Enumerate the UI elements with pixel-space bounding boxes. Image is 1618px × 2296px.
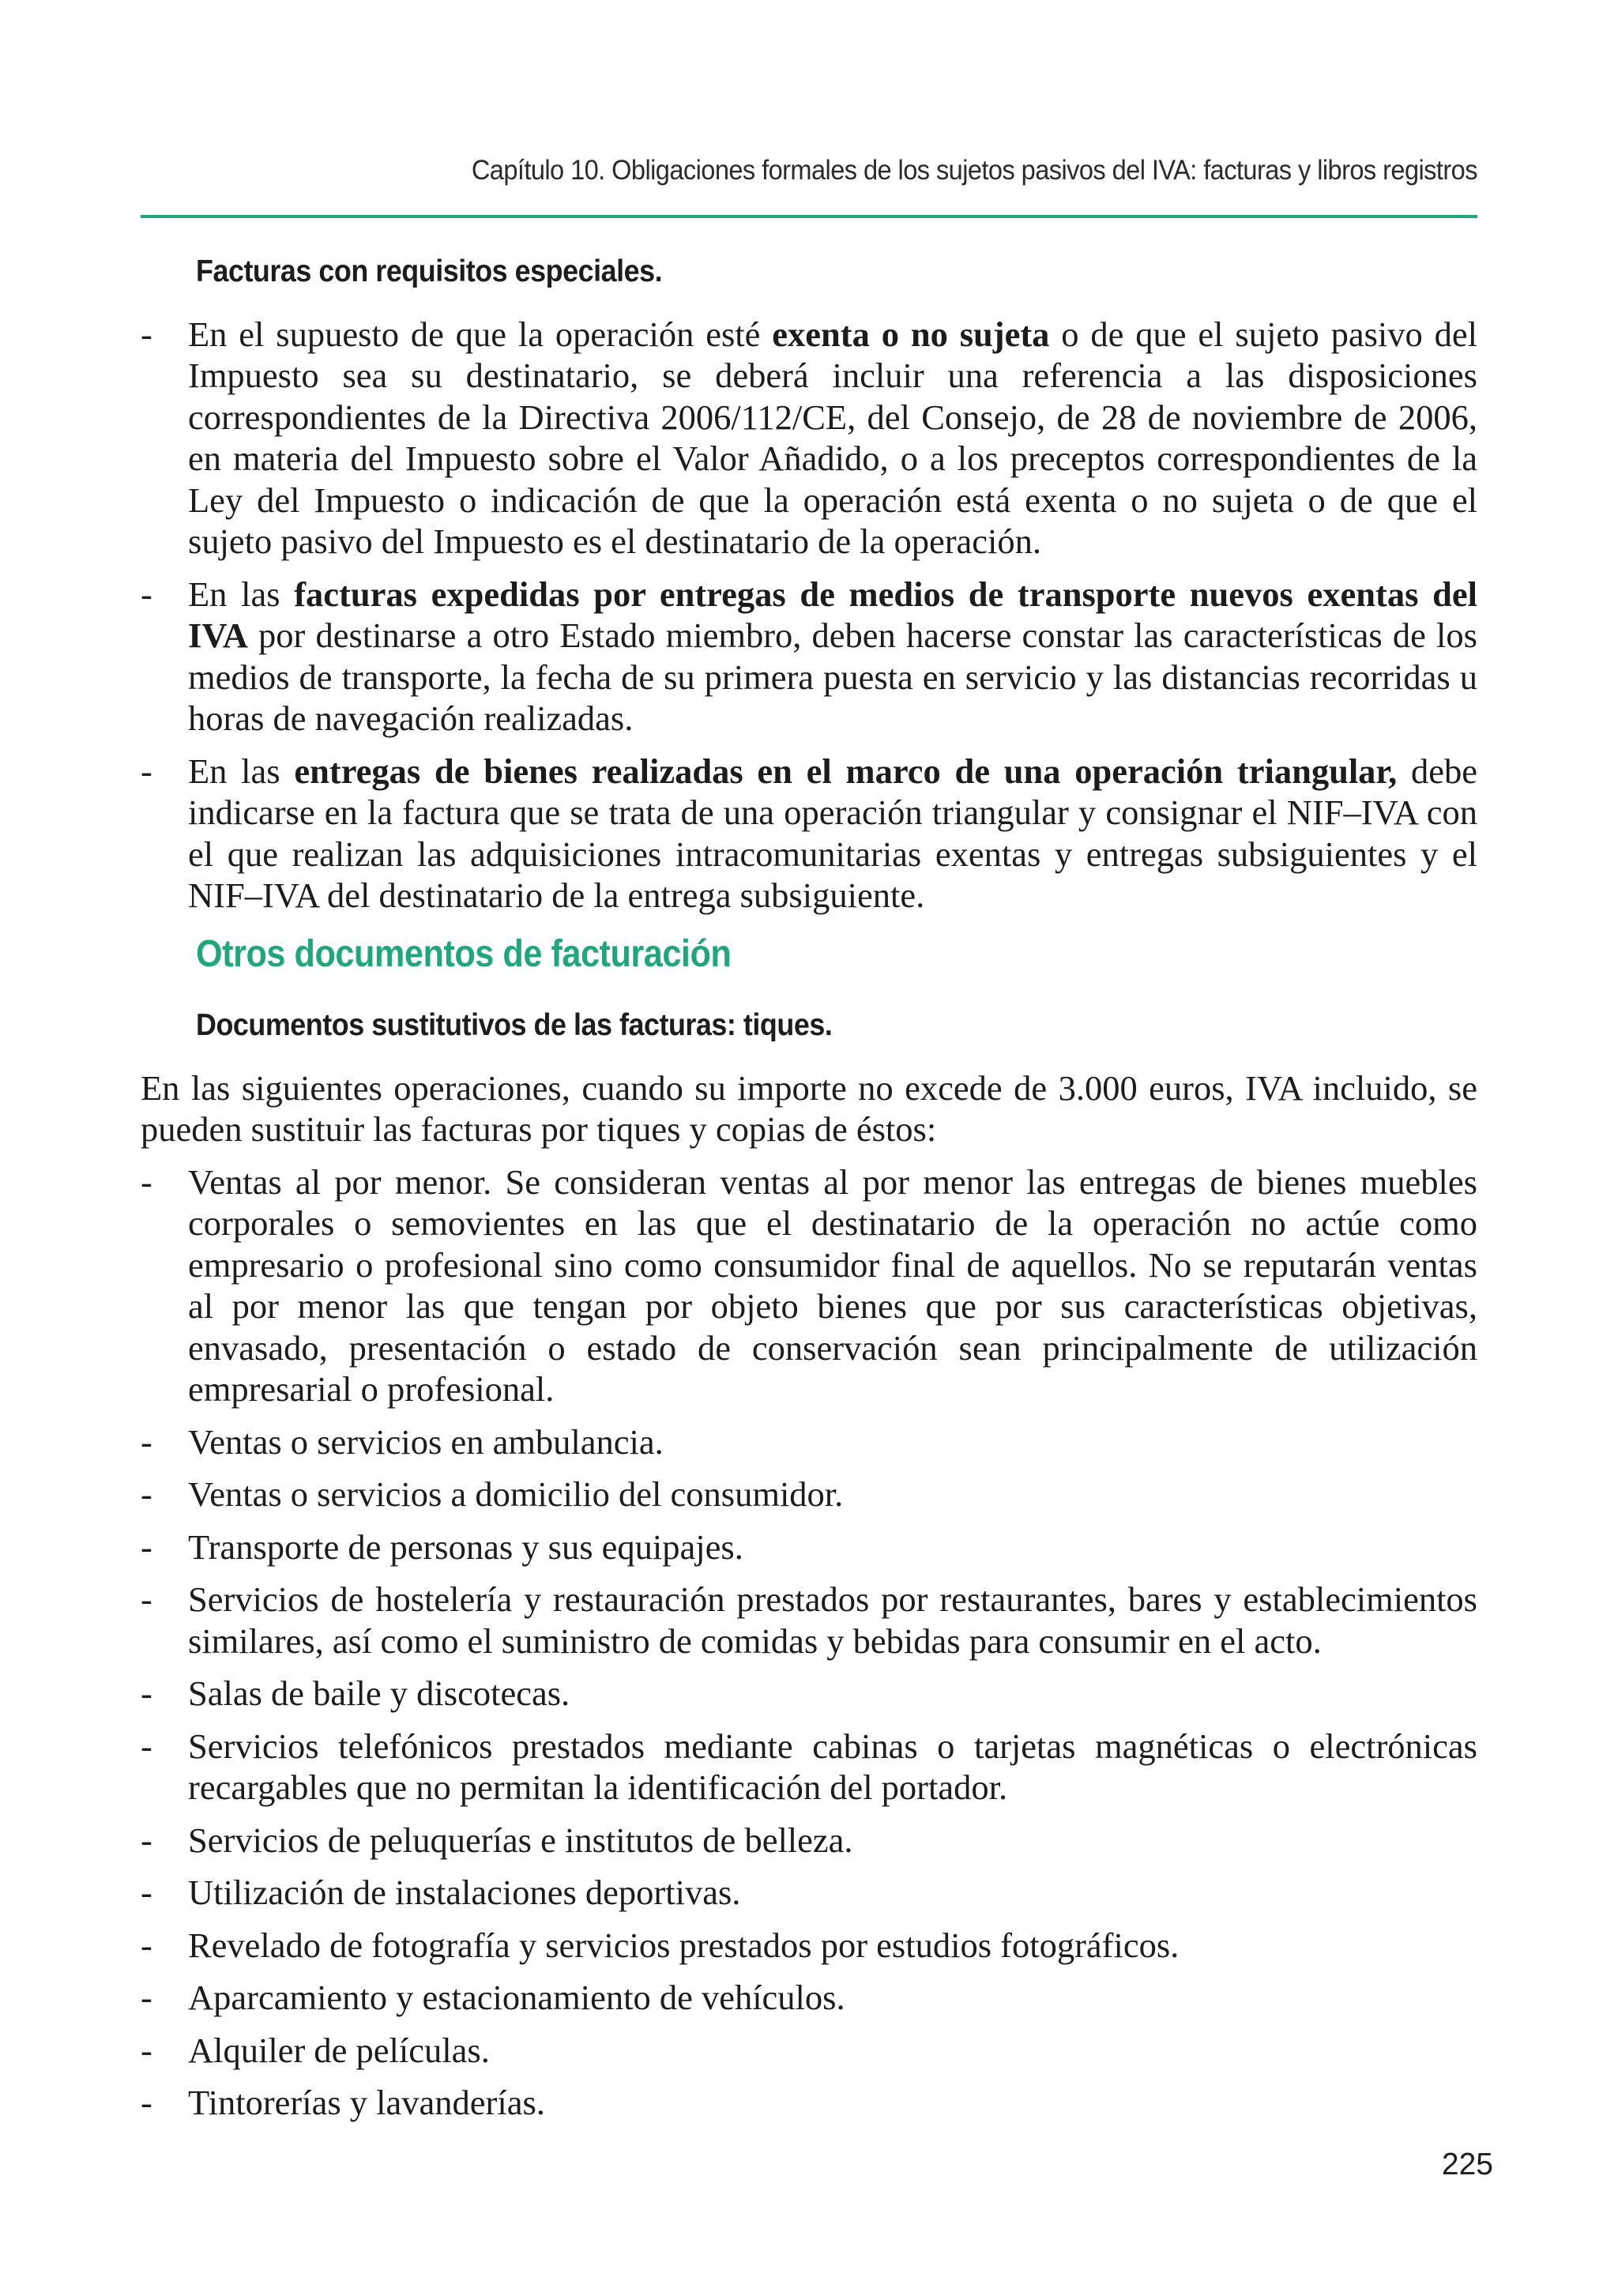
list-item: - Aparcamiento y estacionamiento de vehículos. bbox=[141, 1977, 1477, 2019]
list-item: - En el supuesto de que la operación esté exenta o no sujeta o de que el sujeto pasivo del Impuesto sea su destinatario, se deberá incluir una referencia a las disposiciones correspondientes de la Directiva 2006/112/CE, del Consejo, de 28 de noviembre de 2006, en materia del Impuesto sobre el Valor Añadido, o a los preceptos correspondientes de la Ley del Impuesto o indicación de que la operación está exenta o no sujeta o de que el sujeto pasivo del Impuesto es el destinatario de la operación. bbox=[141, 314, 1477, 563]
running-header: Capítulo 10. Obligaciones formales de los sujetos pasivos del IVA: facturas y libros registros bbox=[471, 155, 1477, 186]
list-item: - Alquiler de películas. bbox=[141, 2030, 1477, 2072]
list-item: - Salas de baile y discotecas. bbox=[141, 1673, 1477, 1714]
list-item: - En las facturas expedidas por entregas de medios de transporte nuevos exentas del IVA por destinarse a otro Estado miembro, deben hacerse constar las características de los medios de transporte, la fecha de su primera puesta en servicio y las distancias recorridas u horas de navegación realizadas. bbox=[141, 574, 1477, 740]
list-item: - Transporte de personas y sus equipajes. bbox=[141, 1526, 1477, 1568]
list-item: - Ventas o servicios a domicilio del consumidor. bbox=[141, 1474, 1477, 1515]
page-number: 225 bbox=[1441, 2147, 1493, 2181]
tickets-operations-list bbox=[141, 1161, 1477, 2124]
list-item: - Ventas al por menor. Se consideran ventas al por menor las entregas de bienes muebles corporales o semovientes en las que el destinatario de la operación no actúe como empresario o profesional sino como consumidor final de aquellos. No se reputarán ventas al por menor las que tengan por objeto bienes que por sus características objetivas, envasado, presentación o estado de conservación sean principalmente de utilización empresarial o profesional. bbox=[141, 1161, 1477, 1410]
list-item: - En las entregas de bienes realizadas en el marco de una operación triangular, debe indicarse en la factura que se trata de una operación triangular y consignar el NIF–IVA con el que realizan las adquisiciones intracomunitarias exentas y entregas subsiguientes y el NIF–IVA del destinatario de la entrega subsiguiente. bbox=[141, 751, 1477, 917]
list-item: - Tintorerías y lavanderías. bbox=[141, 2082, 1477, 2124]
tickets-subheading: Documentos sustitutivos de las facturas: tiques. bbox=[196, 1008, 833, 1042]
list-item: - Servicios de peluquerías e institutos de belleza. bbox=[141, 1820, 1477, 1861]
page-content bbox=[141, 251, 1477, 2135]
list-item: - Servicios de hostelería y restauración prestados por restaurantes, bares y establecimientos similares, así como el suministro de comidas y bebidas para consumir en el acto. bbox=[141, 1579, 1477, 1662]
list-item: - Revelado de fotografía y servicios prestados por estudios fotográficos. bbox=[141, 1925, 1477, 1967]
intro-paragraph: En las siguientes operaciones, cuando su importe no excede de 3.000 euros, IVA incluido, se pueden sustituir las facturas por tiques y copias de éstos: bbox=[141, 1067, 1477, 1149]
list-item: - Utilización de instalaciones deportivas. bbox=[141, 1872, 1477, 1914]
list-item: - Ventas o servicios en ambulancia. bbox=[141, 1421, 1477, 1463]
special-invoices-list bbox=[141, 314, 1477, 917]
list-item: - Servicios telefónicos prestados mediante cabinas o tarjetas magnéticas o electrónicas recargables que no permitan la identificación del portador. bbox=[141, 1726, 1477, 1809]
section-title: Otros documentos de facturación bbox=[196, 932, 732, 975]
special-invoices-heading: Facturas con requisitos especiales. bbox=[196, 254, 663, 288]
header-divider bbox=[141, 215, 1477, 218]
